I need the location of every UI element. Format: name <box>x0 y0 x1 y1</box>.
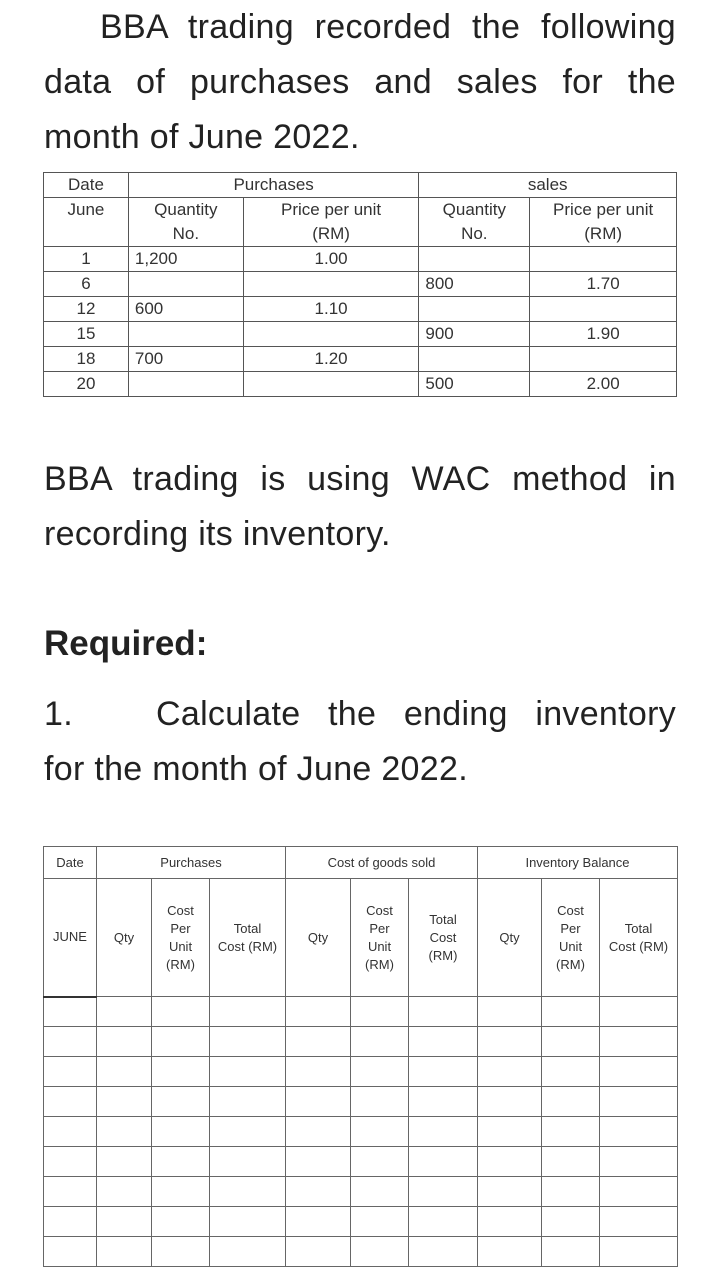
blank-cell <box>351 1207 409 1237</box>
table-row <box>44 1237 678 1267</box>
question-line-1: 1. Calculate the ending inventory <box>44 687 676 742</box>
blank-cell <box>351 1057 409 1087</box>
header-purchase-qty: Quantity No. <box>128 198 243 247</box>
header-date: Date <box>44 847 97 879</box>
question-line-2: for the month of June 2022. <box>44 750 468 788</box>
blank-cell <box>44 1057 97 1087</box>
intro-paragraph <box>44 0 676 165</box>
blank-cell <box>600 1087 678 1117</box>
blank-cell <box>210 1057 286 1087</box>
blank-cell <box>97 1027 152 1057</box>
blank-cell <box>152 1057 210 1087</box>
blank-cell <box>542 1147 600 1177</box>
blank-cell <box>152 1237 210 1267</box>
blank-cell <box>351 1147 409 1177</box>
blank-cell <box>409 1207 478 1237</box>
header-inventory-balance: Inventory Balance <box>478 847 678 879</box>
blank-cell <box>286 1207 351 1237</box>
header-cost-per-unit: Cost Per Unit (RM) <box>542 879 600 997</box>
blank-cell <box>210 997 286 1027</box>
blank-cell <box>478 1177 542 1207</box>
header-purchases: Purchases <box>97 847 286 879</box>
blank-cell <box>409 1087 478 1117</box>
table-row: 6 800 1.70 <box>44 272 677 297</box>
header-june: June <box>44 198 129 247</box>
blank-cell <box>210 1207 286 1237</box>
intro-line-1: BBA trading recorded the following <box>100 8 676 46</box>
blank-cell <box>97 1087 152 1117</box>
question-number: 1. <box>44 695 73 733</box>
header-cost-per-unit: Cost Per Unit (RM) <box>351 879 409 997</box>
blank-cell <box>600 1027 678 1057</box>
blank-cell <box>478 1087 542 1117</box>
wac-inventory-table <box>43 846 678 1267</box>
blank-cell <box>44 1147 97 1177</box>
blank-cell <box>97 1147 152 1177</box>
blank-cell <box>152 1177 210 1207</box>
method-line-2: recording its inventory. <box>44 515 391 553</box>
blank-cell <box>542 1177 600 1207</box>
blank-cell <box>210 1117 286 1147</box>
header-date: Date <box>44 173 129 198</box>
blank-cell <box>600 1237 678 1267</box>
blank-cell <box>152 1147 210 1177</box>
blank-cell <box>351 1117 409 1147</box>
blank-cell <box>600 1177 678 1207</box>
blank-cell <box>97 1057 152 1087</box>
blank-cell <box>286 1117 351 1147</box>
blank-cell <box>44 1087 97 1117</box>
blank-cell <box>409 1237 478 1267</box>
table-row <box>44 1117 678 1147</box>
blank-cell <box>409 997 478 1027</box>
blank-cell <box>152 1207 210 1237</box>
blank-cell <box>97 1207 152 1237</box>
required-heading: Required: <box>44 624 208 663</box>
table-row: 15 900 1.90 <box>44 322 677 347</box>
table-row <box>44 1057 678 1087</box>
blank-cell <box>351 1087 409 1117</box>
blank-cell <box>152 1117 210 1147</box>
table-row <box>44 1177 678 1207</box>
header-qty: Qty <box>286 879 351 997</box>
header-cost-per-unit: Cost Per Unit (RM) <box>152 879 210 997</box>
blank-cell <box>286 1087 351 1117</box>
blank-cell <box>210 1237 286 1267</box>
blank-cell <box>542 1237 600 1267</box>
table-row: 12 600 1.10 <box>44 297 677 322</box>
blank-cell <box>44 1177 97 1207</box>
blank-cell <box>542 1057 600 1087</box>
blank-cell <box>478 1117 542 1147</box>
blank-cell <box>409 1027 478 1057</box>
blank-cell <box>478 1057 542 1087</box>
blank-cell <box>97 1177 152 1207</box>
blank-cell <box>351 997 409 1027</box>
blank-cell <box>542 1027 600 1057</box>
blank-cell <box>286 1147 351 1177</box>
table-row <box>44 1147 678 1177</box>
blank-cell <box>152 1087 210 1117</box>
blank-cell <box>600 1117 678 1147</box>
blank-cell <box>44 1117 97 1147</box>
blank-cell <box>478 1027 542 1057</box>
blank-cell <box>600 1147 678 1177</box>
blank-cell <box>409 1117 478 1147</box>
blank-cell <box>409 1057 478 1087</box>
blank-cell <box>351 1027 409 1057</box>
blank-cell <box>210 1087 286 1117</box>
blank-cell <box>210 1027 286 1057</box>
blank-cell <box>286 1057 351 1087</box>
header-qty: Qty <box>478 879 542 997</box>
blank-cell <box>97 1237 152 1267</box>
blank-cell <box>478 1147 542 1177</box>
blank-cell <box>542 1117 600 1147</box>
blank-cell <box>600 997 678 1027</box>
table-row <box>44 997 678 1027</box>
blank-cell <box>600 1057 678 1087</box>
blank-cell <box>409 1147 478 1177</box>
blank-cell <box>210 1177 286 1207</box>
header-qty: Qty <box>97 879 152 997</box>
blank-cell <box>44 1207 97 1237</box>
method-paragraph <box>44 452 676 562</box>
header-purchases: Purchases <box>128 173 418 198</box>
blank-cell <box>478 997 542 1027</box>
blank-cell <box>600 1207 678 1237</box>
blank-cell <box>44 1237 97 1267</box>
header-sales-price: Price per unit (RM) <box>530 198 677 247</box>
header-total-cost: Total Cost (RM) <box>409 879 478 997</box>
method-line-1: BBA trading is using WAC method in <box>44 460 676 498</box>
header-cogs: Cost of goods sold <box>286 847 478 879</box>
blank-cell <box>286 1237 351 1267</box>
table-row: 20 500 2.00 <box>44 372 677 397</box>
header-total-cost: Total Cost (RM) <box>210 879 286 997</box>
blank-cell <box>542 997 600 1027</box>
purchases-sales-table <box>43 172 677 397</box>
blank-cell <box>152 997 210 1027</box>
blank-cell <box>97 1117 152 1147</box>
header-purchase-price: Price per unit (RM) <box>243 198 419 247</box>
header-june: JUNE <box>44 879 97 997</box>
blank-cell <box>286 1177 351 1207</box>
table-row <box>44 1027 678 1057</box>
table-row: 18 700 1.20 <box>44 347 677 372</box>
blank-cell <box>351 1237 409 1267</box>
intro-line-2: data of purchases and sales for the <box>44 63 676 101</box>
blank-cell <box>351 1177 409 1207</box>
table-row <box>44 1207 678 1237</box>
blank-cell <box>542 1207 600 1237</box>
blank-cell <box>44 997 97 1027</box>
blank-cell <box>409 1177 478 1207</box>
blank-cell <box>542 1087 600 1117</box>
blank-cell <box>44 1027 97 1057</box>
blank-cell <box>286 1027 351 1057</box>
header-total-cost: Total Cost (RM) <box>600 879 678 997</box>
blank-cell <box>478 1237 542 1267</box>
table-row <box>44 1087 678 1117</box>
blank-cell <box>286 997 351 1027</box>
blank-cell <box>152 1027 210 1057</box>
blank-cell <box>210 1147 286 1177</box>
table-row: 1 1,200 1.00 <box>44 247 677 272</box>
blank-cell <box>97 997 152 1027</box>
intro-line-3: month of June 2022. <box>44 118 360 156</box>
question-paragraph <box>44 687 676 797</box>
header-sales: sales <box>419 173 677 198</box>
blank-cell <box>478 1207 542 1237</box>
header-sales-qty: Quantity No. <box>419 198 530 247</box>
